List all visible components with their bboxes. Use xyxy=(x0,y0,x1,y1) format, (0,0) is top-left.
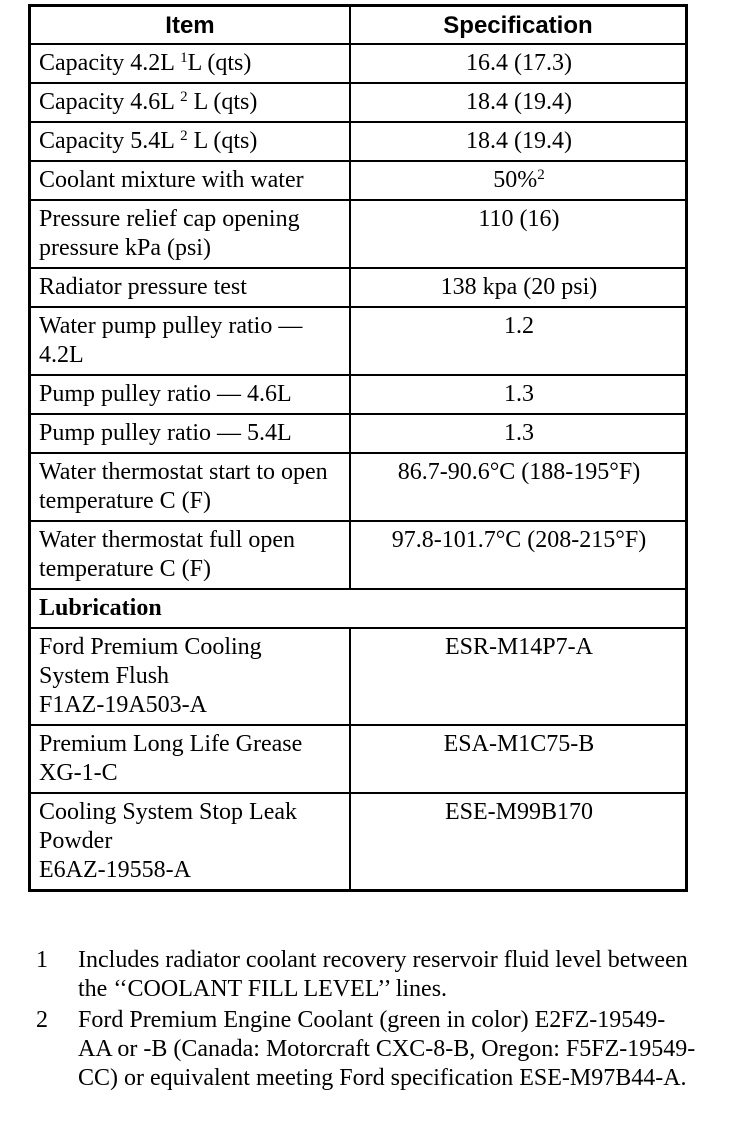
table-row xyxy=(30,521,687,589)
table-row xyxy=(30,161,687,200)
spec-cell: ESA-M1C75-B xyxy=(350,725,687,793)
table-row xyxy=(30,122,687,161)
table-row xyxy=(30,793,687,891)
spec-cell: 50%$^2$ xyxy=(350,161,687,200)
footnote-text: Includes radiator coolant recovery reservoir fluid level between the ‘‘COOLANT FILL LEVEL’’ lines. xyxy=(78,947,688,1002)
table-row xyxy=(30,268,687,307)
specification-table xyxy=(28,4,688,892)
item-cell: Water thermostat start to open temperature C (F) xyxy=(30,453,350,521)
item-cell: Pressure relief cap opening pressure kPa (psi) xyxy=(30,200,350,268)
table-row xyxy=(30,44,687,83)
item-cell: Ford Premium Cooling System Flush F1AZ-19A503-A xyxy=(30,628,350,725)
footnote-text: Ford Premium Engine Coolant (green in color) E2FZ-19549-AA or -B (Canada: Motorcraft CXC-8-B, Oregon: F5FZ-19549-CC) or equivalent meeting Ford specification ESE-M97B44-A. xyxy=(78,1007,696,1091)
item-cell: Capacity 5.4L $^2$ L (qts) xyxy=(30,122,350,161)
section-row xyxy=(30,589,687,628)
spec-cell: 110 (16) xyxy=(350,200,687,268)
spec-cell: 1.3 xyxy=(350,375,687,414)
footnotes xyxy=(36,946,696,1095)
item-cell: Radiator pressure test xyxy=(30,268,350,307)
spec-cell: 97.8-101.7°C (208-215°F) xyxy=(350,521,687,589)
table-row xyxy=(30,414,687,453)
spec-cell: 16.4 (17.3) xyxy=(350,44,687,83)
spec-cell: ESE-M99B170 xyxy=(350,793,687,891)
spec-cell: 18.4 (19.4) xyxy=(350,83,687,122)
spec-cell: 138 kpa (20 psi) xyxy=(350,268,687,307)
item-cell: Pump pulley ratio — 4.6L xyxy=(30,375,350,414)
item-cell: Pump pulley ratio — 5.4L xyxy=(30,414,350,453)
spec-cell: 1.3 xyxy=(350,414,687,453)
spec-cell: 18.4 (19.4) xyxy=(350,122,687,161)
item-cell: Capacity 4.2L $^1$L (qts) xyxy=(30,44,350,83)
item-cell: Cooling System Stop Leak Powder E6AZ-19558-A xyxy=(30,793,350,891)
table-row xyxy=(30,83,687,122)
item-cell: Premium Long Life Grease XG-1-C xyxy=(30,725,350,793)
footnote xyxy=(36,946,696,1004)
table-row xyxy=(30,375,687,414)
item-cell: Water thermostat full open temperature C (F) xyxy=(30,521,350,589)
table-row xyxy=(30,725,687,793)
footnote xyxy=(36,1006,696,1093)
footnote-number: 2 xyxy=(36,1007,48,1033)
header-specification: Specification xyxy=(350,6,687,45)
item-cell: Water pump pulley ratio — 4.2L xyxy=(30,307,350,375)
spec-cell: 1.2 xyxy=(350,307,687,375)
item-cell: Coolant mixture with water xyxy=(30,161,350,200)
section-label-lubrication: Lubrication xyxy=(30,589,687,628)
table-header-row xyxy=(30,6,687,45)
spec-cell: 86.7-90.6°C (188-195°F) xyxy=(350,453,687,521)
item-cell: Capacity 4.6L $^2$ L (qts) xyxy=(30,83,350,122)
table-row xyxy=(30,453,687,521)
table-row xyxy=(30,628,687,725)
table-row xyxy=(30,200,687,268)
footnote-number: 1 xyxy=(36,947,48,973)
table-row xyxy=(30,307,687,375)
header-item: Item xyxy=(30,6,350,45)
spec-cell: ESR-M14P7-A xyxy=(350,628,687,725)
